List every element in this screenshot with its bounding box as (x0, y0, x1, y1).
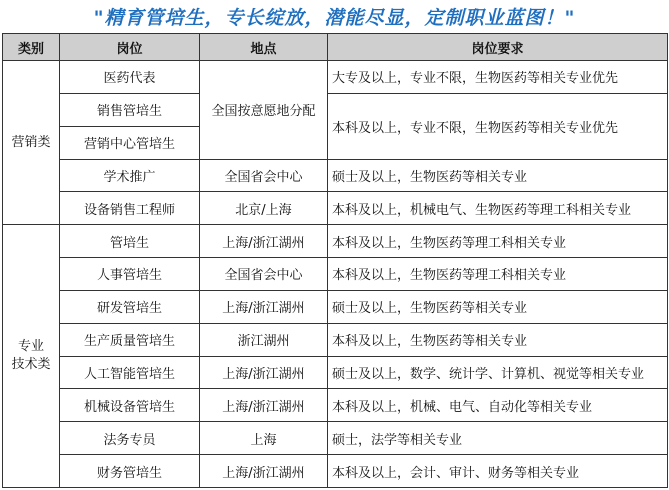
position-cell: 研发管培生 (60, 290, 200, 323)
table-row (3, 192, 668, 225)
table-row (3, 290, 668, 323)
location-cell: 全国按意愿地分配 (200, 61, 328, 160)
table-header-row (3, 34, 668, 61)
category-label: 营销类 (11, 134, 51, 150)
location-cell: 上海/浙江湖州 (200, 389, 328, 422)
location-cell: 上海/浙江湖州 (200, 225, 328, 258)
category-cell-technical (3, 225, 60, 488)
position-cell: 销售管培生 (60, 93, 200, 126)
position-cell: 法务专员 (60, 422, 200, 455)
position-cell: 管培生 (60, 225, 200, 258)
position-cell: 营销中心管培生 (60, 126, 200, 159)
requirement-cell: 本科及以上，专业不限，生物医药等相关专业优先 (328, 93, 668, 159)
table-row (3, 356, 668, 389)
requirement-cell: 硕士及以上，数学、统计学、计算机、视觉等相关专业 (328, 356, 668, 389)
requirement-cell: 本科及以上，生物医药等理工科相关专业 (328, 258, 668, 291)
requirement-cell: 硕士，法学等相关专业 (328, 422, 668, 455)
category-label-line2: 技术类 (11, 357, 51, 373)
position-cell: 设备销售工程师 (60, 192, 200, 225)
table-row (3, 258, 668, 291)
position-cell: 财务管培生 (60, 455, 200, 488)
table-row (3, 61, 668, 94)
header-requirement: 岗位要求 (328, 34, 668, 61)
table-row (3, 323, 668, 356)
table-row (3, 225, 668, 258)
location-cell: 上海/浙江湖州 (200, 356, 328, 389)
position-cell: 学术推广 (60, 159, 200, 192)
requirement-cell: 本科及以上，机械电气、生物医药等理工科相关专业 (328, 192, 668, 225)
category-cell-marketing (3, 61, 60, 225)
position-cell: 人事管培生 (60, 258, 200, 291)
header-category: 类别 (3, 34, 60, 61)
location-cell: 全国省会中心 (200, 258, 328, 291)
requirement-cell: 本科及以上，生物医药等相关专业 (328, 323, 668, 356)
location-cell: 北京/上海 (200, 192, 328, 225)
location-cell: 上海/浙江湖州 (200, 455, 328, 488)
header-location: 地点 (200, 34, 328, 61)
header-position: 岗位 (60, 34, 200, 61)
position-cell: 生产质量管培生 (60, 323, 200, 356)
requirement-cell: 本科及以上，机械、电气、自动化等相关专业 (328, 389, 668, 422)
requirement-cell: 大专及以上，专业不限，生物医药等相关专业优先 (328, 61, 668, 94)
category-label-line1: 专业 (17, 339, 44, 355)
table-row (3, 93, 668, 126)
job-positions-table (2, 33, 668, 488)
location-cell: 全国省会中心 (200, 159, 328, 192)
table-row (3, 422, 668, 455)
slogan-banner (0, 0, 669, 33)
location-cell: 上海 (200, 422, 328, 455)
requirement-cell: 硕士及以上，生物医药等相关专业 (328, 290, 668, 323)
position-cell: 医药代表 (60, 61, 200, 94)
table-row (3, 159, 668, 192)
slogan-text: "精育管培生，专长绽放，潜能尽显，定制职业蓝图！" (93, 7, 576, 29)
table-row (3, 455, 668, 488)
location-cell: 上海/浙江湖州 (200, 290, 328, 323)
requirement-cell: 硕士及以上，生物医药等相关专业 (328, 159, 668, 192)
position-cell: 人工智能管培生 (60, 356, 200, 389)
table-row (3, 389, 668, 422)
location-cell: 浙江湖州 (200, 323, 328, 356)
requirement-cell: 本科及以上，生物医药等理工科相关专业 (328, 225, 668, 258)
position-cell: 机械设备管培生 (60, 389, 200, 422)
requirement-cell: 本科及以上，会计、审计、财务等相关专业 (328, 455, 668, 488)
